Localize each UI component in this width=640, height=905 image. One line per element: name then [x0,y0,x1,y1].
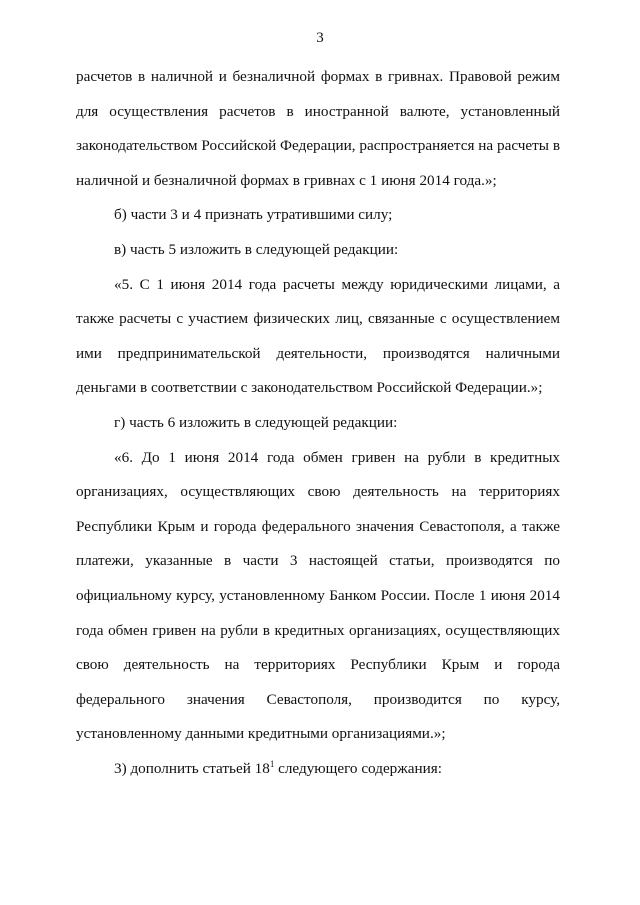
paragraph-line: платежи, указанные в части 3 настоящей статьи, производятся по [76,552,560,570]
paragraph-line: «6. До 1 июня 2014 года обмен гривен на рубли в кредитных [114,448,560,466]
final-line [76,752,560,787]
paragraph-line: также расчеты с участием физических лиц, связанные с осуществлением [76,310,560,328]
paragraph-line: свою деятельность на территориях Республики Крым и города [76,656,560,674]
paragraph-line: законодательством Российской Федерации, распространяется на расчеты в [76,137,560,155]
paragraph-line: организациях, осуществляющих свою деятельность на территориях [76,483,560,501]
paragraph-line: б) части 3 и 4 признать утратившими силу; [114,206,393,224]
paragraph-line: расчетов в наличной и безналичной формах в гривнах. Правовой режим [76,68,560,85]
page-number: 3 [316,30,324,46]
paragraph-line: официальному курсу, установленному Банком России. После 1 июня 2014 [76,586,560,604]
paragraph-line: г) часть 6 изложить в следующей редакции: [114,413,398,431]
paragraph-line: «5. С 1 июня 2014 года расчеты между юридическими лицами, а [114,275,560,293]
article-superscript: 1 [269,758,275,769]
paragraph-line: деньгами в соответствии с законодательством Российской Федерации.»; [76,379,543,397]
final-line-prefix: 3) дополнить статьей 18 [114,759,270,777]
paragraph-line: наличной и безналичной формах в гривнах с 1 июня 2014 года.»; [76,171,497,189]
document-body [76,60,560,786]
paragraph-line: установленному данными кредитными организациями.»; [76,725,446,743]
paragraph-line: года обмен гривен на рубли в кредитных организациях, осуществляющих [76,621,560,639]
paragraph-line: федерального значения Севастополя, производится по курсу, [76,690,560,708]
paragraph-line: ими предпринимательской деятельности, производятся наличными [76,344,560,362]
final-line-suffix: следующего содержания: [274,759,442,777]
paragraph-line: в) часть 5 изложить в следующей редакции: [114,240,399,258]
paragraph-line: Республики Крым и города федерального значения Севастополя, а также [76,517,560,535]
paragraph-line: для осуществления расчетов в иностранной валюте, установленный [76,102,560,120]
